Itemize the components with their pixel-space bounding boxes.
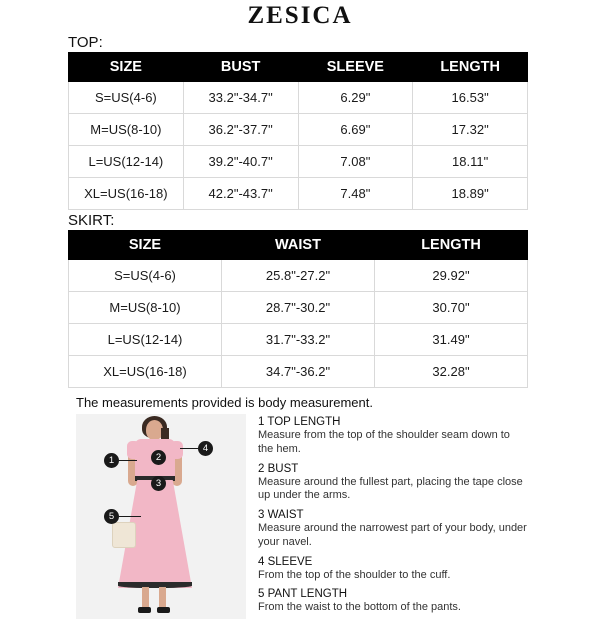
callout-marker-3: 3 — [151, 476, 166, 491]
table-row — [69, 324, 528, 356]
cell-size: M=US(8-10) — [69, 292, 222, 324]
measurement-item-sleeve — [258, 556, 528, 583]
table-row — [69, 260, 528, 292]
model-shoe-left — [138, 607, 151, 613]
cell-length: 30.70" — [375, 292, 528, 324]
column-header-length: LENGTH — [375, 231, 528, 260]
column-header-size: SIZE — [69, 53, 184, 82]
table-header-row — [69, 53, 528, 82]
handbag — [112, 522, 136, 548]
cell-bust: 39.2"-40.7" — [183, 146, 298, 178]
cell-sleeve: 6.29" — [298, 82, 413, 114]
column-header-size: SIZE — [69, 231, 222, 260]
cell-length: 17.32" — [413, 114, 528, 146]
column-header-sleeve: SLEEVE — [298, 53, 413, 82]
cell-sleeve: 7.48" — [298, 178, 413, 210]
top-size-table — [68, 52, 528, 210]
measurement-guide-list — [246, 414, 528, 621]
cell-bust: 33.2"-34.7" — [183, 82, 298, 114]
table-row — [69, 356, 528, 388]
measurement-title: 1 TOP LENGTH — [258, 416, 341, 428]
cell-size: XL=US(16-18) — [69, 178, 184, 210]
illustration-and-guide — [76, 414, 528, 621]
column-header-waist: WAIST — [222, 231, 375, 260]
cell-size: S=US(4-6) — [69, 82, 184, 114]
cell-length: 32.28" — [375, 356, 528, 388]
cell-size: S=US(4-6) — [69, 260, 222, 292]
table-header-row — [69, 231, 528, 260]
table-row — [69, 114, 528, 146]
cell-bust: 36.2"-37.7" — [183, 114, 298, 146]
cell-waist: 34.7"-36.2" — [222, 356, 375, 388]
column-header-length: LENGTH — [413, 53, 528, 82]
cell-length: 18.11" — [413, 146, 528, 178]
cell-size: L=US(12-14) — [69, 324, 222, 356]
measurement-description: From the top of the shoulder to the cuff. — [258, 568, 451, 581]
callout-marker-2: 2 — [151, 450, 166, 465]
cell-length: 18.89" — [413, 178, 528, 210]
measurement-description: Measure from the top of the shoulder seam down to the hem. — [258, 429, 510, 455]
cell-bust: 42.2"-43.7" — [183, 178, 298, 210]
measurement-description: Measure around the fullest part, placing the tape close up under the arms. — [258, 475, 523, 502]
cell-sleeve: 6.69" — [298, 114, 413, 146]
cell-length: 29.92" — [375, 260, 528, 292]
measurement-note: The measurements provided is body measurement. — [76, 395, 373, 410]
measurement-description: Measure around the narrowest part of your body, under your navel. — [258, 522, 527, 548]
garment-sleeve-right — [170, 441, 183, 459]
measurement-item-pant-length — [258, 588, 528, 615]
callout-marker-4: 4 — [198, 441, 213, 456]
skirt-size-table — [68, 230, 528, 388]
cell-sleeve: 7.08" — [298, 146, 413, 178]
cell-waist: 28.7"-30.2" — [222, 292, 375, 324]
measurement-title: 5 PANT LENGTH — [258, 588, 348, 601]
brand-title: ZESICA — [247, 2, 353, 29]
measurement-title: 4 SLEEVE — [258, 555, 313, 568]
garment-hem — [118, 582, 192, 588]
measurement-title: 2 BUST — [258, 462, 299, 475]
measurement-item-bust — [258, 463, 528, 504]
cell-length: 16.53" — [413, 82, 528, 114]
top-section-label: TOP: — [68, 34, 103, 51]
column-header-bust: BUST — [183, 53, 298, 82]
model-illustration — [76, 414, 246, 619]
cell-waist: 25.8"-27.2" — [222, 260, 375, 292]
model-shoe-right — [157, 607, 170, 613]
callout-leader-4 — [180, 448, 198, 449]
cell-length: 31.49" — [375, 324, 528, 356]
table-row — [69, 292, 528, 324]
cell-waist: 31.7"-33.2" — [222, 324, 375, 356]
cell-size: L=US(12-14) — [69, 146, 184, 178]
callout-marker-1: 1 — [104, 453, 119, 468]
callout-leader-1 — [119, 460, 137, 461]
measurement-item-top-length — [258, 416, 528, 457]
garment-sleeve-left — [127, 441, 140, 459]
table-row — [69, 146, 528, 178]
model-leg-right — [159, 587, 166, 609]
measurement-item-waist — [258, 509, 528, 550]
callout-leader-5 — [119, 516, 141, 517]
measurement-description: From the waist to the bottom of the pants. — [258, 601, 461, 614]
table-row — [69, 82, 528, 114]
cell-size: XL=US(16-18) — [69, 356, 222, 388]
model-leg-left — [142, 587, 149, 609]
skirt-section-label: SKIRT: — [68, 212, 115, 229]
callout-marker-5: 5 — [104, 509, 119, 524]
cell-size: M=US(8-10) — [69, 114, 184, 146]
measurement-title: 3 WAIST — [258, 509, 304, 521]
table-row — [69, 178, 528, 210]
